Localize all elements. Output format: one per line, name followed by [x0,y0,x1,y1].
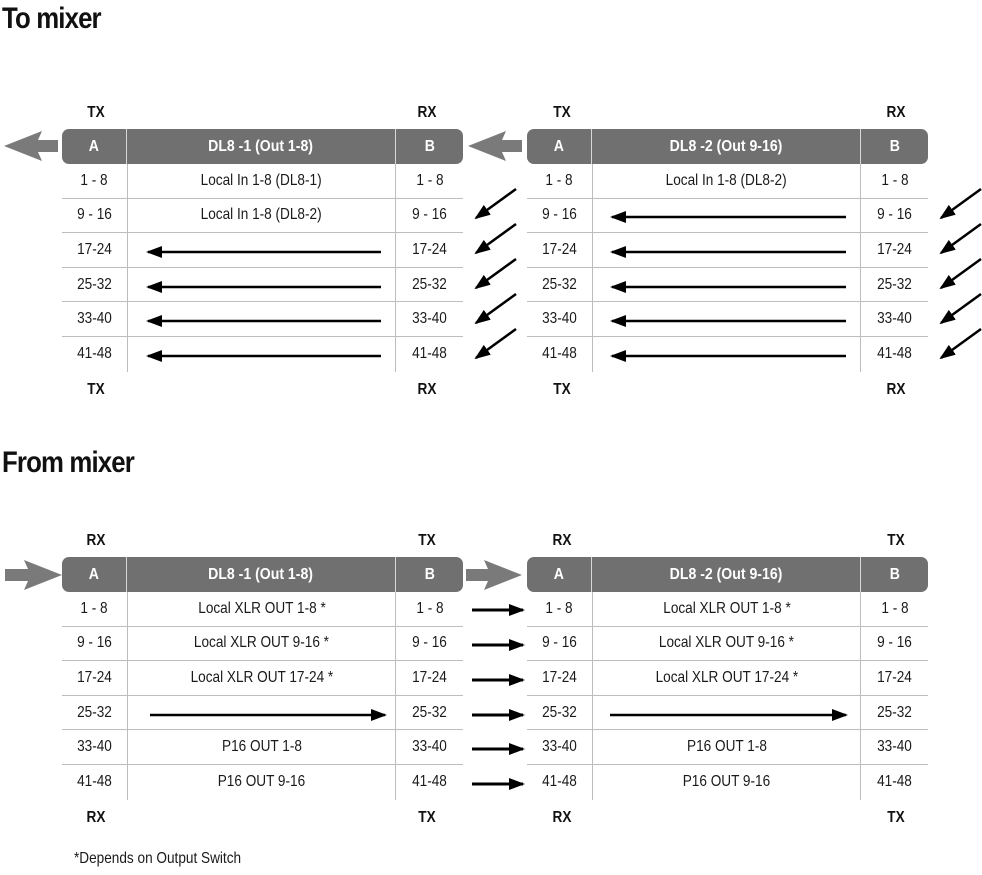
port-b-channels: 1 - 8 [881,599,909,617]
routing-destination: P16 OUT 1-8 [221,738,302,756]
port-b-channels: 1 - 8 [416,171,444,189]
table-row [62,337,463,372]
header-device-title: DL8 -2 (Out 9-16) [669,565,783,583]
table-row [527,765,928,800]
table-row [62,696,463,731]
tx-label: TX [418,809,436,826]
rx-label: RX [886,381,906,398]
arrow-left-icon [4,131,58,161]
arrow-right-icon [5,560,62,590]
routing-table-dl8-2-to-mixer [527,129,928,372]
tx-label: TX [418,532,436,549]
routing-table-dl8-1-from-mixer [62,557,463,800]
header-port-a: A [88,565,100,583]
table-row [62,164,463,199]
table-row [527,268,928,303]
port-b-channels: 9 - 16 [877,206,913,224]
table-row [62,765,463,800]
table-header [527,557,928,592]
port-a-channels: 33-40 [76,738,112,756]
port-b-channels: 33-40 [412,738,448,756]
tx-label: TX [887,809,905,826]
port-b-channels: 17-24 [412,240,448,258]
table-row [62,730,463,765]
section-title-from-mixer: From mixer [2,446,134,479]
port-b-channels: 9 - 16 [412,206,448,224]
port-b-channels: 33-40 [877,310,913,328]
port-b-channels: 17-24 [877,240,913,258]
arrow-down-left-icon [476,259,516,288]
port-b-channels: 41-48 [412,773,448,791]
header-port-b: B [889,137,900,155]
port-b-channels: 41-48 [412,345,448,363]
tx-label: TX [87,381,105,398]
routing-destination: Local XLR OUT 1-8 * [197,599,326,617]
port-a-channels: 17-24 [541,240,577,258]
header-device-title: DL8 -2 (Out 9-16) [669,137,783,155]
arrow-right-icon [466,560,522,590]
rx-label: RX [886,104,906,121]
cascade-arrows-middle [476,189,516,358]
table-header [527,129,928,164]
table-row [527,199,928,234]
port-a-channels: 9 - 16 [76,206,112,224]
rx-label: RX [86,809,106,826]
routing-destination: P16 OUT 9-16 [682,773,771,791]
footnote: *Depends on Output Switch [74,850,242,867]
table-row [62,233,463,268]
port-a-channels: 41-48 [76,773,112,791]
header-port-b: B [889,565,900,583]
port-b-channels: 41-48 [877,345,913,363]
header-port-a: A [88,137,100,155]
routing-destination: P16 OUT 1-8 [686,738,767,756]
arrow-down-left-icon [941,259,981,288]
cascade-arrows-right [941,189,981,358]
table-row [62,199,463,234]
header-device-title: DL8 -1 (Out 1-8) [208,137,314,155]
table-row [62,592,463,627]
header-device-title: DL8 -1 (Out 1-8) [208,565,314,583]
tx-label: TX [887,532,905,549]
routing-destination: Local XLR OUT 17-24 * [190,668,333,686]
port-a-channels: 25-32 [76,275,112,293]
header-port-a: A [553,565,565,583]
port-a-channels: 33-40 [76,310,112,328]
tx-label: TX [553,104,571,121]
tx-label: TX [87,104,105,121]
routing-destination: Local XLR OUT 1-8 * [662,599,791,617]
routing-destination: Local XLR OUT 9-16 * [193,634,330,652]
table-row [527,164,928,199]
routing-destination: P16 OUT 9-16 [217,773,306,791]
table-row [527,233,928,268]
port-b-channels: 25-32 [877,275,913,293]
routing-table-dl8-2-from-mixer [527,557,928,800]
arrow-down-left-icon [941,294,981,323]
table-row [527,661,928,696]
port-b-channels: 25-32 [877,703,913,721]
port-a-channels: 17-24 [76,668,112,686]
table-row [62,268,463,303]
routing-source: Local In 1-8 (DL8-2) [666,171,787,189]
arrow-down-left-icon [941,189,981,218]
rx-label: RX [552,809,572,826]
rx-label: RX [86,532,106,549]
port-a-channels: 9 - 16 [541,206,577,224]
arrow-down-left-icon [941,329,981,358]
port-b-channels: 33-40 [877,738,913,756]
header-port-b: B [424,565,435,583]
port-a-channels: 25-32 [541,703,577,721]
port-a-channels: 33-40 [541,738,577,756]
arrow-down-left-icon [476,329,516,358]
arrow-left-icon [468,131,522,161]
port-a-channels: 41-48 [541,345,577,363]
port-b-channels: 1 - 8 [416,599,444,617]
routing-table-dl8-1-to-mixer [62,129,463,372]
port-a-channels: 9 - 16 [76,634,112,652]
port-a-channels: 1 - 8 [80,171,108,189]
table-row [527,302,928,337]
header-port-a: A [553,137,565,155]
table-row [62,627,463,662]
table-row [527,696,928,731]
routing-destination: Local XLR OUT 9-16 * [658,634,795,652]
port-a-channels: 9 - 16 [541,634,577,652]
table-row [527,337,928,372]
header-port-b: B [424,137,435,155]
port-b-channels: 17-24 [877,668,913,686]
port-a-channels: 17-24 [541,668,577,686]
port-a-channels: 17-24 [76,240,112,258]
port-a-channels: 1 - 8 [545,599,573,617]
port-b-channels: 41-48 [877,773,913,791]
rx-label: RX [417,381,437,398]
port-a-channels: 41-48 [541,773,577,791]
arrow-down-left-icon [941,224,981,253]
port-a-channels: 1 - 8 [80,599,108,617]
port-b-channels: 17-24 [412,668,448,686]
routing-destination: Local XLR OUT 17-24 * [655,668,798,686]
table-row [527,627,928,662]
table-row [62,302,463,337]
port-a-channels: 25-32 [541,275,577,293]
arrow-down-left-icon [476,189,516,218]
routing-source: Local In 1-8 (DL8-2) [201,206,322,224]
port-b-channels: 9 - 16 [877,634,913,652]
table-header [62,129,463,164]
port-a-channels: 1 - 8 [545,171,573,189]
table-row [62,661,463,696]
routing-source: Local In 1-8 (DL8-1) [201,171,322,189]
port-b-channels: 25-32 [412,275,448,293]
port-b-channels: 9 - 16 [412,634,448,652]
section-title-to-mixer: To mixer [2,2,101,35]
port-a-channels: 33-40 [541,310,577,328]
port-b-channels: 25-32 [412,703,448,721]
port-b-channels: 33-40 [412,310,448,328]
arrow-down-left-icon [476,294,516,323]
table-row [527,730,928,765]
rx-label: RX [417,104,437,121]
tx-label: TX [553,381,571,398]
port-a-channels: 25-32 [76,703,112,721]
port-b-channels: 1 - 8 [881,171,909,189]
port-a-channels: 41-48 [76,345,112,363]
table-row [527,592,928,627]
table-header [62,557,463,592]
rx-label: RX [552,532,572,549]
pass-through-arrows [472,610,523,784]
arrow-down-left-icon [476,224,516,253]
